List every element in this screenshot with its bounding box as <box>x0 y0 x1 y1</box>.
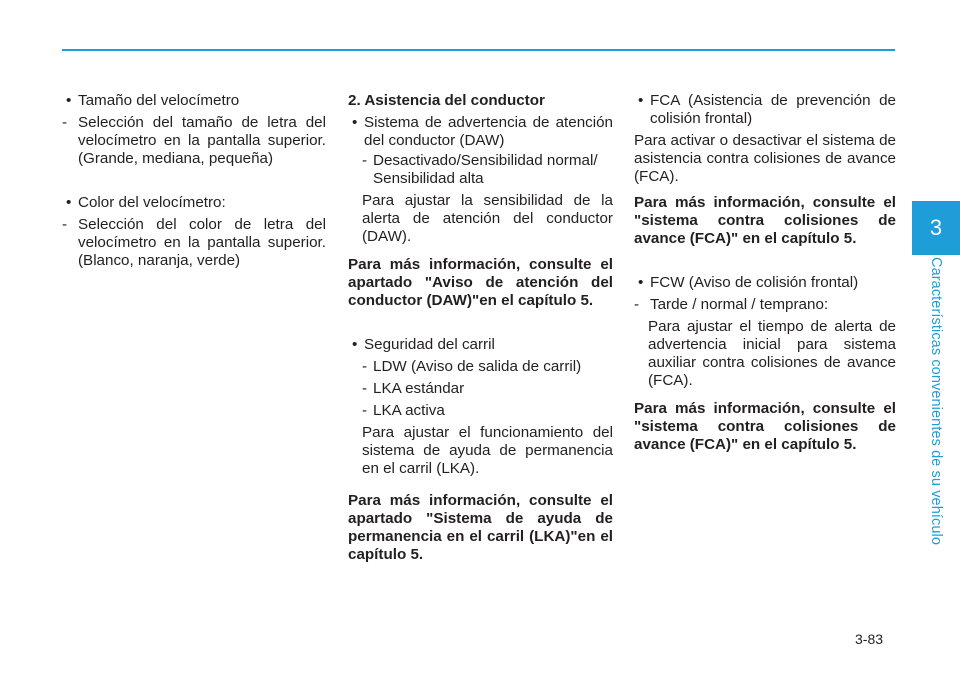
chapter-number: 3 <box>929 215 943 240</box>
column-2 <box>348 92 613 564</box>
dash-marker: - <box>62 114 68 131</box>
option-item <box>348 152 613 188</box>
bullet-text: FCA (Asistencia de prevención de colisión frontal) <box>650 92 896 127</box>
chapter-title: Características convenientes de su vehículo <box>928 256 944 545</box>
bullet-marker: • <box>352 336 358 353</box>
chapter-number-tab <box>912 201 960 255</box>
bullet-item <box>634 92 896 128</box>
bullet-item <box>348 336 613 354</box>
bullet-marker: • <box>66 194 72 211</box>
header-rule <box>62 49 895 51</box>
dash-marker: - <box>362 358 368 375</box>
column-1 <box>62 92 326 270</box>
dash-text: Selección del color de letra del velocímetro en la pantalla superior. (Blanco, naranja, verde) <box>78 216 326 269</box>
section-heading: 2. Asistencia del conductor <box>348 92 545 109</box>
bullet-text: Seguridad del carril <box>364 336 495 353</box>
bullet-item <box>62 92 326 110</box>
bullet-marker: • <box>638 92 644 109</box>
dash-item <box>62 216 326 270</box>
option-item <box>348 402 613 420</box>
option-text: LKA activa <box>373 402 445 419</box>
dash-text: Selección del tamaño de letra del velocímetro en la pantalla superior. (Grande, mediana, pequeña) <box>78 114 326 167</box>
bullet-text: Sistema de advertencia de atención del conductor (DAW) <box>364 114 613 149</box>
dash-marker: - <box>362 402 368 419</box>
bullet-text: Color del velocímetro: <box>78 194 226 211</box>
option-item <box>348 380 613 398</box>
bullet-marker: • <box>66 92 72 109</box>
body-paragraph: Para activar o desactivar el sistema de asistencia contra colisiones de avance (FCA). <box>634 132 896 185</box>
option-item <box>348 358 613 376</box>
bullet-item <box>634 274 896 292</box>
dash-marker: - <box>362 380 368 397</box>
reference-note: Para más información, consulte el "sistema contra colisiones de avance (FCA)" en el capítulo 5. <box>634 194 896 247</box>
bullet-marker: • <box>638 274 644 291</box>
body-paragraph: Para ajustar el funcionamiento del sistema de ayuda de permanencia en el carril (LKA). <box>362 424 613 477</box>
bullet-item <box>62 194 326 212</box>
dash-marker: - <box>62 216 68 233</box>
reference-note: Para más información, consulte el "sistema contra colisiones de avance (FCA)" en el capítulo 5. <box>634 400 896 453</box>
bullet-marker: • <box>352 114 358 131</box>
bullet-item <box>348 114 613 150</box>
reference-note: Para más información, consulte el apartado "Sistema de ayuda de permanencia en el carril (LKA)"en el capítulo 5. <box>348 492 613 563</box>
dash-marker: - <box>634 296 640 313</box>
column-3 <box>634 92 896 454</box>
dash-marker: - <box>362 152 368 169</box>
bullet-text: FCW (Aviso de colisión frontal) <box>650 274 859 291</box>
body-paragraph: Para ajustar el tiempo de alerta de advertencia inicial para sistema auxiliar contra colisiones de avance (FCA). <box>648 318 896 389</box>
option-text: Desactivado/Sensibilidad normal/ Sensibilidad alta <box>373 152 598 187</box>
reference-note: Para más información, consulte el apartado "Aviso de atención del conductor (DAW)"en el capítulo 5. <box>348 256 613 309</box>
dash-item <box>634 296 896 314</box>
page-number: 3-83 <box>855 631 884 647</box>
chapter-title-sidebar <box>922 256 950 546</box>
option-text: LKA estándar <box>373 380 465 397</box>
option-text: LDW (Aviso de salida de carril) <box>373 358 582 375</box>
dash-text: Tarde / normal / temprano: <box>650 296 829 313</box>
dash-item <box>62 114 326 168</box>
body-paragraph: Para ajustar la sensibilidad de la alerta de atención del conductor (DAW). <box>362 192 613 245</box>
bullet-text: Tamaño del velocímetro <box>78 92 240 109</box>
